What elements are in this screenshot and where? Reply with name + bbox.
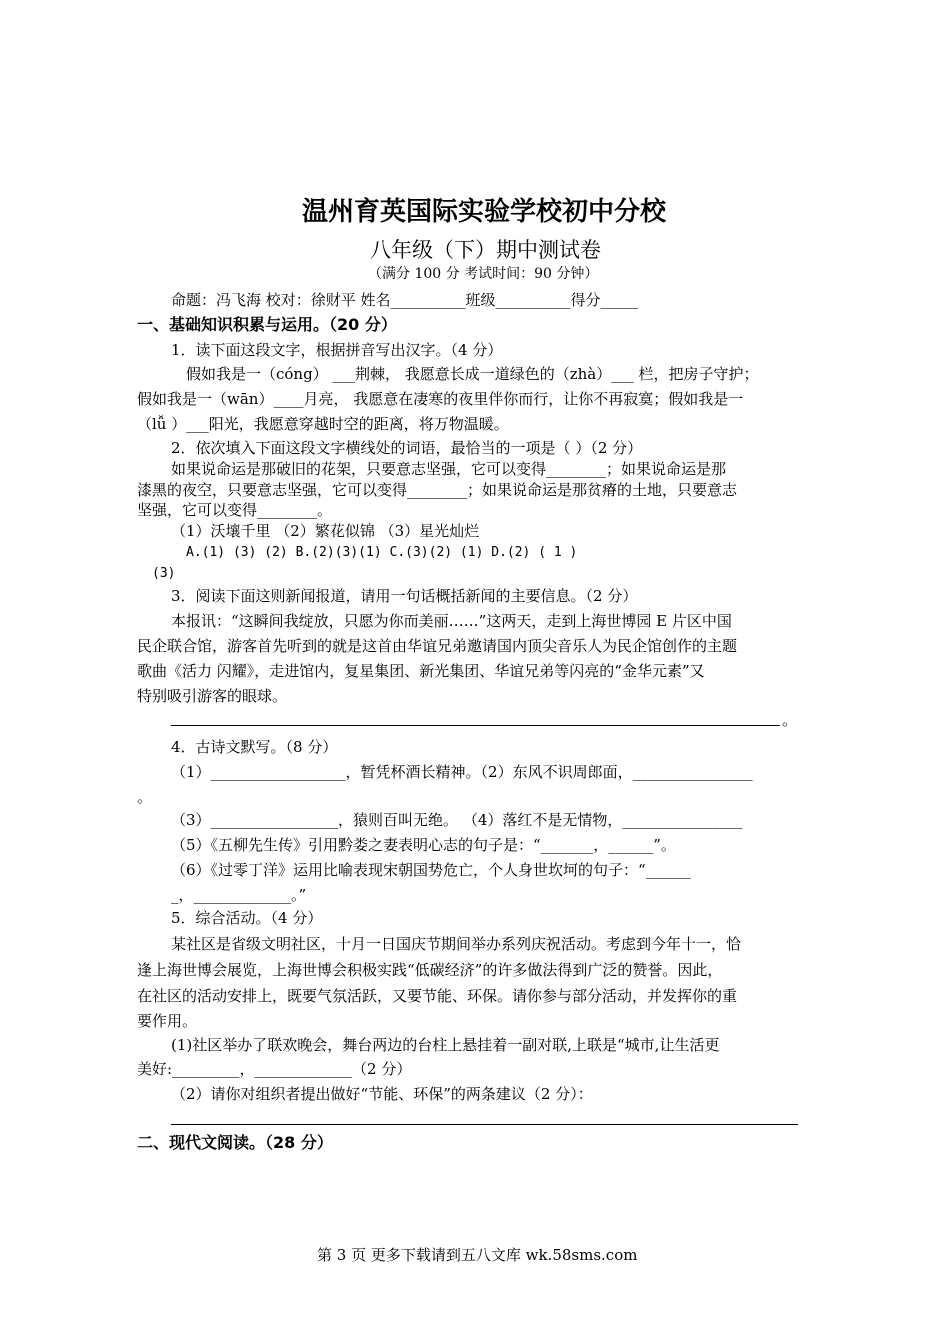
- q5-sub2: （2）请你对组织者提出做好“节能、环保”的两条建议（2 分）：: [171, 1085, 593, 1103]
- author-line: 命题：冯飞海 校对：徐财平 姓名__________班级__________得分_____: [171, 291, 639, 309]
- q1-prompt: 1．读下面这段文字，根据拼音写出汉字。（4 分）: [171, 341, 503, 359]
- exam-title: 八年级（下）期中测试卷: [370, 238, 601, 262]
- q4-line-3: （5）《五柳先生传》引用黔娄之妻表明心志的句子是：“_______，______”。: [171, 836, 676, 854]
- section-1-heading: 一、基础知识积累与运用。（20 分）: [137, 315, 397, 334]
- q2-options-cont: (3): [152, 566, 176, 581]
- q2-prompt: 2．依次填入下面这段文字横线处的词语，最恰当的一项是（ ）（2 分）: [171, 439, 643, 457]
- q5-line: 在社区的活动安排上，既要气氛活跃，又要节能、环保。请你参与部分活动，并发挥你的重: [137, 987, 738, 1005]
- q3-line: 特别吸引游客的眼球。: [137, 687, 288, 705]
- q5-sub1-a: (1)社区举办了联欢晚会，舞台两边的台柱上悬挂着一副对联,上联是“城市,让生活更: [171, 1036, 720, 1054]
- q4-line-2: （3）_________________，猿则百叫无绝。 （4）落红不是无情物，________________: [171, 811, 743, 829]
- school-title: 温州育英国际实验学校初中分校: [302, 197, 667, 227]
- q2-choices: （1）沃壤千里 （2）繁花似锦 （3）星光灿烂: [171, 522, 480, 540]
- q3-prompt: 3．阅读下面这则新闻报道，请用一句话概括新闻的主要信息。（2 分）: [171, 587, 638, 605]
- q1-line: 假如我是一（wān）____月亮， 我愿意在凄寒的夜里伴你而行，让你不再寂寞；假如我是一: [137, 390, 744, 408]
- page-footer: 第 3 页 更多下载请到五八文库 wk.58sms.com: [317, 1246, 638, 1264]
- exam-info: （满分 100 分 考试时间：90 分钟）: [368, 266, 599, 282]
- q1-line: （lǚ ）___阳光，我愿意穿越时空的距离，将万物温暖。: [137, 415, 509, 433]
- q5-answer-line[interactable]: [171, 1124, 798, 1125]
- q3-line: 民企联合馆，游客首先听到的就是这首由华谊兄弟邀请国内顶尖音乐人为民企馆创作的主题: [137, 637, 738, 655]
- q2-line: 坚强，它可以变得________。: [137, 501, 333, 519]
- q4-prompt: 4．古诗文默写。（8 分）: [171, 738, 338, 756]
- q1-line: 假如我是一（cóng） ___荆棘， 我愿意长成一道绿色的（zhà）___ 栏，把房子守护；: [186, 365, 759, 383]
- q5-prompt: 5．综合活动。（4 分）: [171, 909, 323, 927]
- q3-line: 本报讯：“这瞬间我绽放，只愿为你而美丽……”这两天，走到上海世博园 E 片区中国: [171, 612, 732, 630]
- section-2-heading: 二、现代文阅读。（28 分）: [137, 1133, 333, 1152]
- q4-line-4: （6）《过零丁洋》运用比喻表现宋朝国势危亡，个人身世坎坷的句子：“______: [171, 861, 691, 879]
- q5-line: 某社区是省级文明社区，十月一日国庆节期间举办系列庆祝活动。考虑到今年十一，恰: [171, 935, 742, 953]
- q5-sub1-b: 美好:_________，_____________（2 分）: [137, 1060, 412, 1078]
- q3-answer-line[interactable]: [171, 725, 780, 726]
- q4-line-1: （1）__________________，暂凭杯酒长精神。（2）东风不识周郎面，________________: [171, 763, 753, 781]
- q3-line: 歌曲《活力 闪耀》，走进馆内，复星集团、新光集团、华谊兄弟等闪亮的“金华元素”又: [137, 662, 705, 680]
- q4-line-4-cont: _，_____________。”: [171, 886, 307, 904]
- q5-line: 要作用。: [137, 1012, 198, 1030]
- q4-line-1-cont: 。: [137, 788, 153, 806]
- q2-options: A.(1) (3) (2) B.(2)(3)(1) C.(3)(2) (1) D.(2) ( 1 ): [186, 545, 578, 560]
- q2-line: 漆黑的夜空，只要意志坚强，它可以变得________；如果说命运是那贫瘠的土地，只要意志: [137, 481, 738, 499]
- q5-line: 逢上海世博会展览，上海世博会积极实践“低碳经济”的许多做法得到广泛的赞誉。因此，: [137, 961, 723, 979]
- q3-end-mark: 。: [782, 711, 798, 729]
- q2-line: 如果说命运是那破旧的花架，只要意志坚强，它可以变得________；如果说命运是那: [171, 460, 727, 478]
